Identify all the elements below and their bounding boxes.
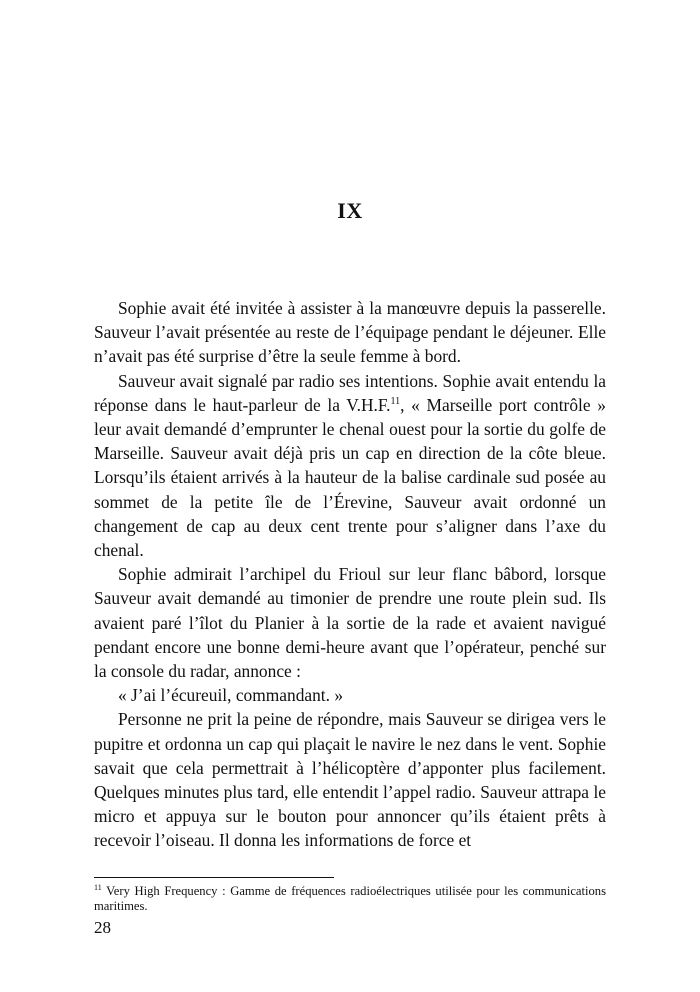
chapter-title: IX xyxy=(337,198,363,223)
paragraph: Sophie avait été invitée à assister à la manœuvre depuis la passerelle. Sauveur l’avait présentée au reste de l’équipage pendant le déjeuner. Elle n’avait pas été surprise d’être la seule femme à bord. xyxy=(94,298,606,367)
page-number: 28 xyxy=(94,918,111,937)
paragraph-text: Sauveur avait signalé par radio ses intentions. Sophie avait entendu la réponse dans le haut-parleur de la V.H.F. xyxy=(94,370,606,415)
footnote-reference: 11 xyxy=(390,396,401,408)
footnote-separator xyxy=(94,877,334,878)
body-text xyxy=(94,296,606,853)
paragraph: Sophie admirait l’archipel du Frioul sur leur flanc bâbord, lorsque Sauveur avait demandé au timonier de prendre une route plein sud. Ils avaient paré l’îlot du Planier à la sortie de la rade et avaient navigué pendant encore une bonne demi-heure avant que l’opérateur, penché sur la console du radar, annonce : xyxy=(94,564,606,682)
footnote-text: Very High Frequency : Gamme de fréquences radioélectriques utilisée pour les communications maritimes. xyxy=(94,884,606,913)
paragraph: Personne ne prit la peine de répondre, mais Sauveur se dirigea vers le pupitre et ordonna un cap qui plaçait le navire le nez dans le vent. Sophie savait que cela permettrait à l’hélicoptère d’apponter plus facilement. Quelques minutes plus tard, elle entendit l’appel radio. Sauveur attrapa le micro et appuya sur le bouton pour annoncer qu’ils étaient prêts à recevoir l’oiseau. Il donna les informations de force et xyxy=(94,709,606,851)
paragraph: « J’ai l’écureuil, commandant. » xyxy=(118,685,344,706)
footnote xyxy=(94,884,606,914)
paragraph-text: , « Marseille port contrôle » leur avait demandé d’emprunter le chenal ouest pour la sortie du golfe de Marseille. Sauveur avait déjà pris un cap en direction de la côte bleue. Lorsqu’ils étaient arrivés à la hauteur de la balise cardinale sud posée au sommet de la petite île de l’Érevine, Sauveur avait ordonné un changement de cap au deux cent trente pour s’aligner dans l’axe du chenal. xyxy=(94,394,606,561)
footnote-number: 11 xyxy=(94,882,102,892)
paragraph xyxy=(94,369,606,563)
